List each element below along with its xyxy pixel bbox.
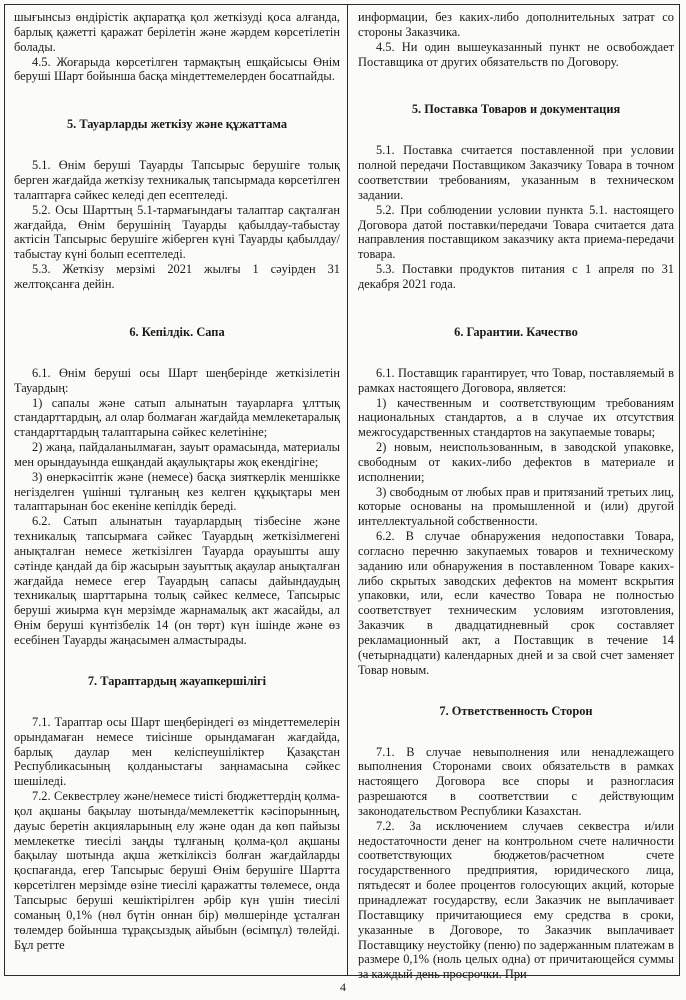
paragraph: 5.1. Поставка считается поставленной при условии полной передачи Поставщиком Заказчику Товара в точном соответствии требованиям, указанным в техническом задании. [358,143,674,202]
paragraph: 7.2. Секвестрлеу және/немесе тиісті бюджеттердің қолма-қол ақшаны бақылау шотында/мемлекеттік кәсіпорынның, дауыс беретін акцияларының елу және одан да көп пайызы мемлекетке тиесілі заңды тұлғаның қолма-қол ақшаны бақылау шотында ақша жеткіліксіз болған жағдайларды қоспағанда, егер Тапсырыс беруші Өнім берушіге Шартта көрсетілген мерзімде өзіне тиесілі қаражатты төлемесе, онда Тапсырыс беруші кешіктірілген әрбір күн үшін тиесілі соманың 0,1% (нөл бүтін оннан бір) мөлшерінде ұсталған төлемдер бойынша тұрақсыздық айыбын (өсімпұл) төлейді. Бұл ретте [14,789,340,952]
russian-column [358,10,674,982]
paragraph: 6.1. Поставщик гарантирует, что Товар, поставляемый в рамках настоящего Договора, является: [358,365,674,395]
list-item: 1) качественным и соответствующим требованиям национальных стандартов, а в случае их отсутствия межгосударственных стандартов на закупаемые товары; [358,395,674,440]
paragraph: 6.2. Сатып алынатын тауарлардың тізбесіне және техникалық тапсырмаға сәйкес Тауардың жеткізілмегені анықталған немесе жеткізілген Тауарда орауышты ашу сәтінде қандай да бір жасырын зауыттық ақаулар анықталған жағдайда немесе егер Тауардың сапасы дайындаудың техникалық шарттарына толық сәйкес келмесе, Тапсырыс беруші жиырма күн мерзімде жарнамалық акт жасайды, ал Өнім беруші күнтізбелік 14 (он төрт) күн ішінде және өз есебінен Тауарды жаңасымен алмастырады. [14,514,340,647]
paragraph: 5.2. При соблюдении условии пункта 5.1. настоящего Договора датой поставки/передачи Товара считается дата направления поставщиком заказчику акта приема-передачи товара. [358,202,674,262]
paragraph: 4.5. Ни один вышеуказанный пункт не освобождает Поставщика от других обязательств по Договору. [358,39,674,69]
kazakh-column [14,10,340,952]
paragraph: 5.3. Жеткізу мерзімі 2021 жылғы 1 сәуірден 31 желтоқсанға дейін. [14,262,340,291]
section-heading: 6. Кепілдік. Сапа [129,324,225,339]
paragraph: 6.1. Өнім беруші осы Шарт шеңберінде жеткізілетін Тауардың: [14,365,340,395]
page-number: 4 [340,980,346,994]
paragraph: 6.2. В случае обнаружения недопоставки Товара, согласно перечню закупаемых товаров и техническому заданию или обнаружения в поставленном Товаре каких-либо скрытых заводских дефектов на момент вскрытия упаковки, или, если качество Товара не полностью соответствует техническим условиям изготовления, Заказчик в двадцатидневный срок составляет рекламационный акт, а Поставщик в течение 14 (четырнадцати) календарных дней и за свой счет заменяет Товар новым. [358,529,674,677]
paragraph: 5.3. Поставки продуктов питания с 1 апреля по 31 декабря 2021 года. [358,262,674,291]
section-heading: 5. Тауарларды жеткізу және құжаттама [66,117,288,132]
paragraph: информации, без каких-либо дополнительных затрат со стороны Заказчика. [358,10,674,39]
paragraph: 7.2. За исключением случаев секвестра и/или недостаточности денег на контрольном счете наличности соответствующих бюджетов/расчетном счете государственного предприятия, юридического лица, пятьдесят и более процентов голосующих акций, которые принадлежат государству, если Заказчик не выплачивает Поставщику причитающиеся ему средства в сроки, указанные в Договоре, то Заказчик выплачивает Поставщику неустойку (пеню) по задержанным платежам в размере 0,1% (ноль целых одна) от причитающейся суммы за каждый день просрочки. При [358,818,674,982]
section-heading: 7. Ответственность Сторон [439,703,593,718]
paragraph: 7.1. Тараптар осы Шарт шеңберіндегі өз міндеттемелерін орындамаған немесе тиісінше орындамаған жағдайда, барлық даулар мен келіспеушіліктер Қазақстан Республикасының қолданыстағы заңнамасына сәйкес шешіледі. [14,714,340,789]
paragraph: 4.5. Жоғарыда көрсетілген тармақтың ешқайсысы Өнім беруші Шарт бойынша басқа міндеттемелерден босатпайды. [14,54,340,84]
list-item: 3) свободным от любых прав и притязаний третьих лиц, которые основаны на промышленной и (или) другой интеллектуальной собственности. [358,484,674,529]
list-item: 1) сапалы және сатып алынатын тауарларға ұлттық стандарттардың, ал олар болмаған жағдайда мемлекетаралық стандарттардың талаптарына сәйкес келетініне; [14,395,340,440]
paragraph: 7.1. В случае невыполнения или ненадлежащего выполнения Сторонами своих обязательств в рамках настоящего Договора все споры и разногласия разрешаются в соответствии с действующим законодательством Республики Казахстан. [358,744,674,818]
list-item: 3) өнеркәсіптік және (немесе) басқа зияткерлік меншікке негізделген үшінші тұлғаның кез келген құқықтары мен талаптарынан бос екеніне кепілдік береді. [14,469,340,514]
list-item: 2) новым, неиспользованным, в заводской упаковке, свободным от каких-либо дефектов в материале и исполнении; [358,440,674,484]
paragraph: шығынсыз өндірістік ақпаратқа қол жеткізуді қоса алғанда, барлық қажетті қаражат берілетін және жәрдем көрсетілетін болады. [14,10,340,54]
section-heading: 5. Поставка Товаров и документация [411,102,621,117]
paragraph: 5.2. Осы Шарттың 5.1-тармағындағы талаптар сақталған жағдайда, Өнім берушінің Тауарды қабылдау-табыстау актісін Тапсырыс берушіге жіберген күні Тауарды қабылдау/табыстау күні болып есептеледі. [14,202,340,262]
section-heading: 6. Гарантии. Качество [454,324,578,339]
column-divider [347,4,348,976]
paragraph: 5.1. Өнім беруші Тауарды Тапсырыс берушіге толық берген жағдайда жеткізу техникалық тапсырмада көрсетілген талаптарға сәйкес келеді деп есептеледі. [14,158,340,202]
section-heading: 7. Тараптардың жауапкершілігі [87,673,267,688]
list-item: 2) жаңа, пайдаланылмаған, зауыт орамасында, материалы мен орындауында ешқандай ақаулықтары жоқ екендігіне; [14,440,340,469]
